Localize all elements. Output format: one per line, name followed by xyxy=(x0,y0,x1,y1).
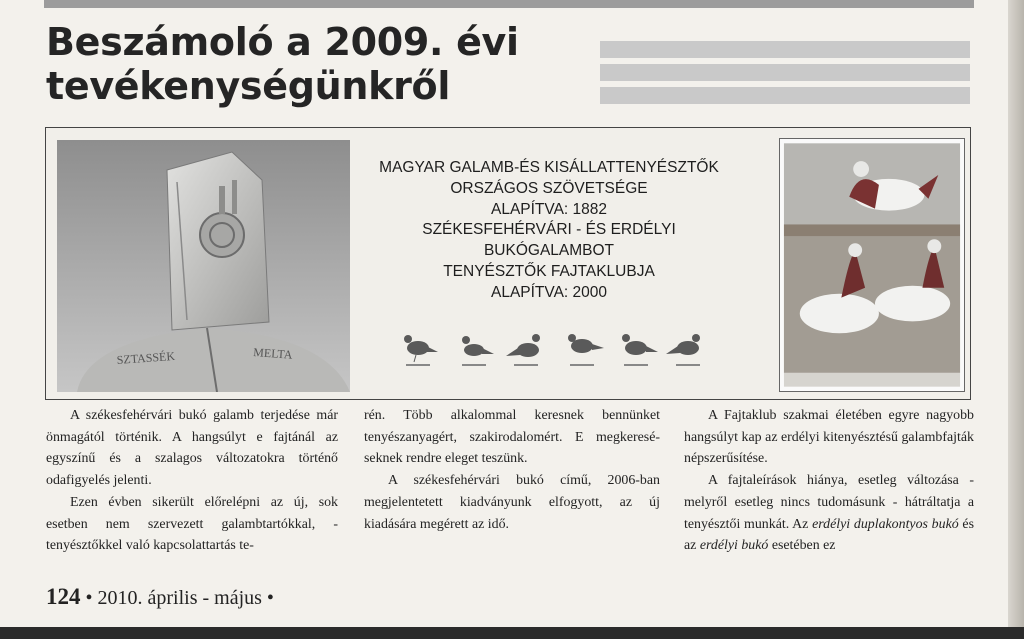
pigeon-icon xyxy=(506,334,540,366)
article-column-2 xyxy=(364,405,660,535)
banner-line: MAGYAR GALAMB-ÉS KISÁLLATTENYÉSZTŐK xyxy=(379,159,719,176)
club-banner xyxy=(45,127,971,400)
pigeon-icon xyxy=(568,334,604,366)
banner-line: ALAPÍTVA: 1882 xyxy=(490,200,608,218)
monument-photo xyxy=(57,140,350,392)
paragraph: rén. Több alkalommal keresnek bennünket tenyészanyagért, szakirodalomért. E megkereséseknek rendre eleget teszünk. xyxy=(364,408,660,467)
pigeon-icon xyxy=(462,336,494,366)
page-number: 124 xyxy=(46,584,81,609)
article-column-3 xyxy=(684,405,974,557)
title-decor-stripe xyxy=(600,87,970,104)
banner-line: SZÉKESFEHÉRVÁRI - ÉS ERDÉLYI xyxy=(422,221,676,239)
club-banner-text xyxy=(364,158,734,304)
paragraph xyxy=(684,470,974,557)
article-title-line-1: Beszámoló a 2009. évi xyxy=(46,20,519,64)
pigeon-icon xyxy=(404,335,438,366)
breed-name: erdélyi duplakontyos bukó xyxy=(812,516,959,532)
title-decor-stripe xyxy=(600,41,970,58)
monument-inscription-right: MELTA xyxy=(252,345,293,362)
paragraph: A Fajtaklub szakmai életében egyre nagyobb hangsúlyt kap az erdélyi kitenyésztésű galambfajták népszerűsítése. xyxy=(684,408,974,467)
issue-date: • 2010. április - május • xyxy=(85,587,274,609)
pigeon-breed-illustrations xyxy=(396,326,716,374)
banner-line: ORSZÁGOS SZÖVETSÉGE xyxy=(450,179,648,197)
pigeon-painting xyxy=(779,138,965,392)
page-footer xyxy=(46,584,274,610)
paragraph-text: A fajtaleírások hiánya, esetleg változása - melyről esetleg nincs tudomásunk - hátráltatja a tenyésztői munkát. Az xyxy=(684,473,974,532)
paragraph: A székesfehérvári bukó galamb terjedése már önmagától történik. A hangsúlyt e fajtánál az egyszínű és a szalagos változatokra történő odafigyelés jelenti. xyxy=(46,408,338,489)
page-edge xyxy=(1008,0,1024,627)
breed-name: erdélyi bukó xyxy=(699,538,769,554)
paragraph: A székesfehérvári bukó című, 2006-ban megjelentetett kiadványunk elfogyott, az új kiadására megérett az idő. xyxy=(364,473,660,532)
paragraph-text: és az xyxy=(684,516,974,554)
scanner-edge xyxy=(0,627,1024,639)
pigeon-icon xyxy=(622,334,658,366)
pigeon-icon xyxy=(666,334,700,366)
monument-inscription-left: SZTASSÉK xyxy=(116,348,176,367)
paragraph-text: esetében ez xyxy=(768,538,836,554)
banner-line: BUKÓGALAMBOT xyxy=(483,242,615,260)
title-decor-stripe xyxy=(600,64,970,81)
article-title xyxy=(46,20,606,108)
banner-line: ALAPÍTVA: 2000 xyxy=(490,283,608,301)
top-rule xyxy=(44,0,974,8)
article-column-1 xyxy=(46,405,338,557)
paragraph: Ezen évben sikerült előrelépni az új, sok esetben nem szervezett galambtartókkal, -tenyésztőkkel való kapcsolattartás te- xyxy=(46,494,338,554)
article-title-line-2: tevékenységünkről xyxy=(46,64,451,108)
banner-line: TENYÉSZTŐK FAJTAKLUBJA xyxy=(443,262,655,280)
